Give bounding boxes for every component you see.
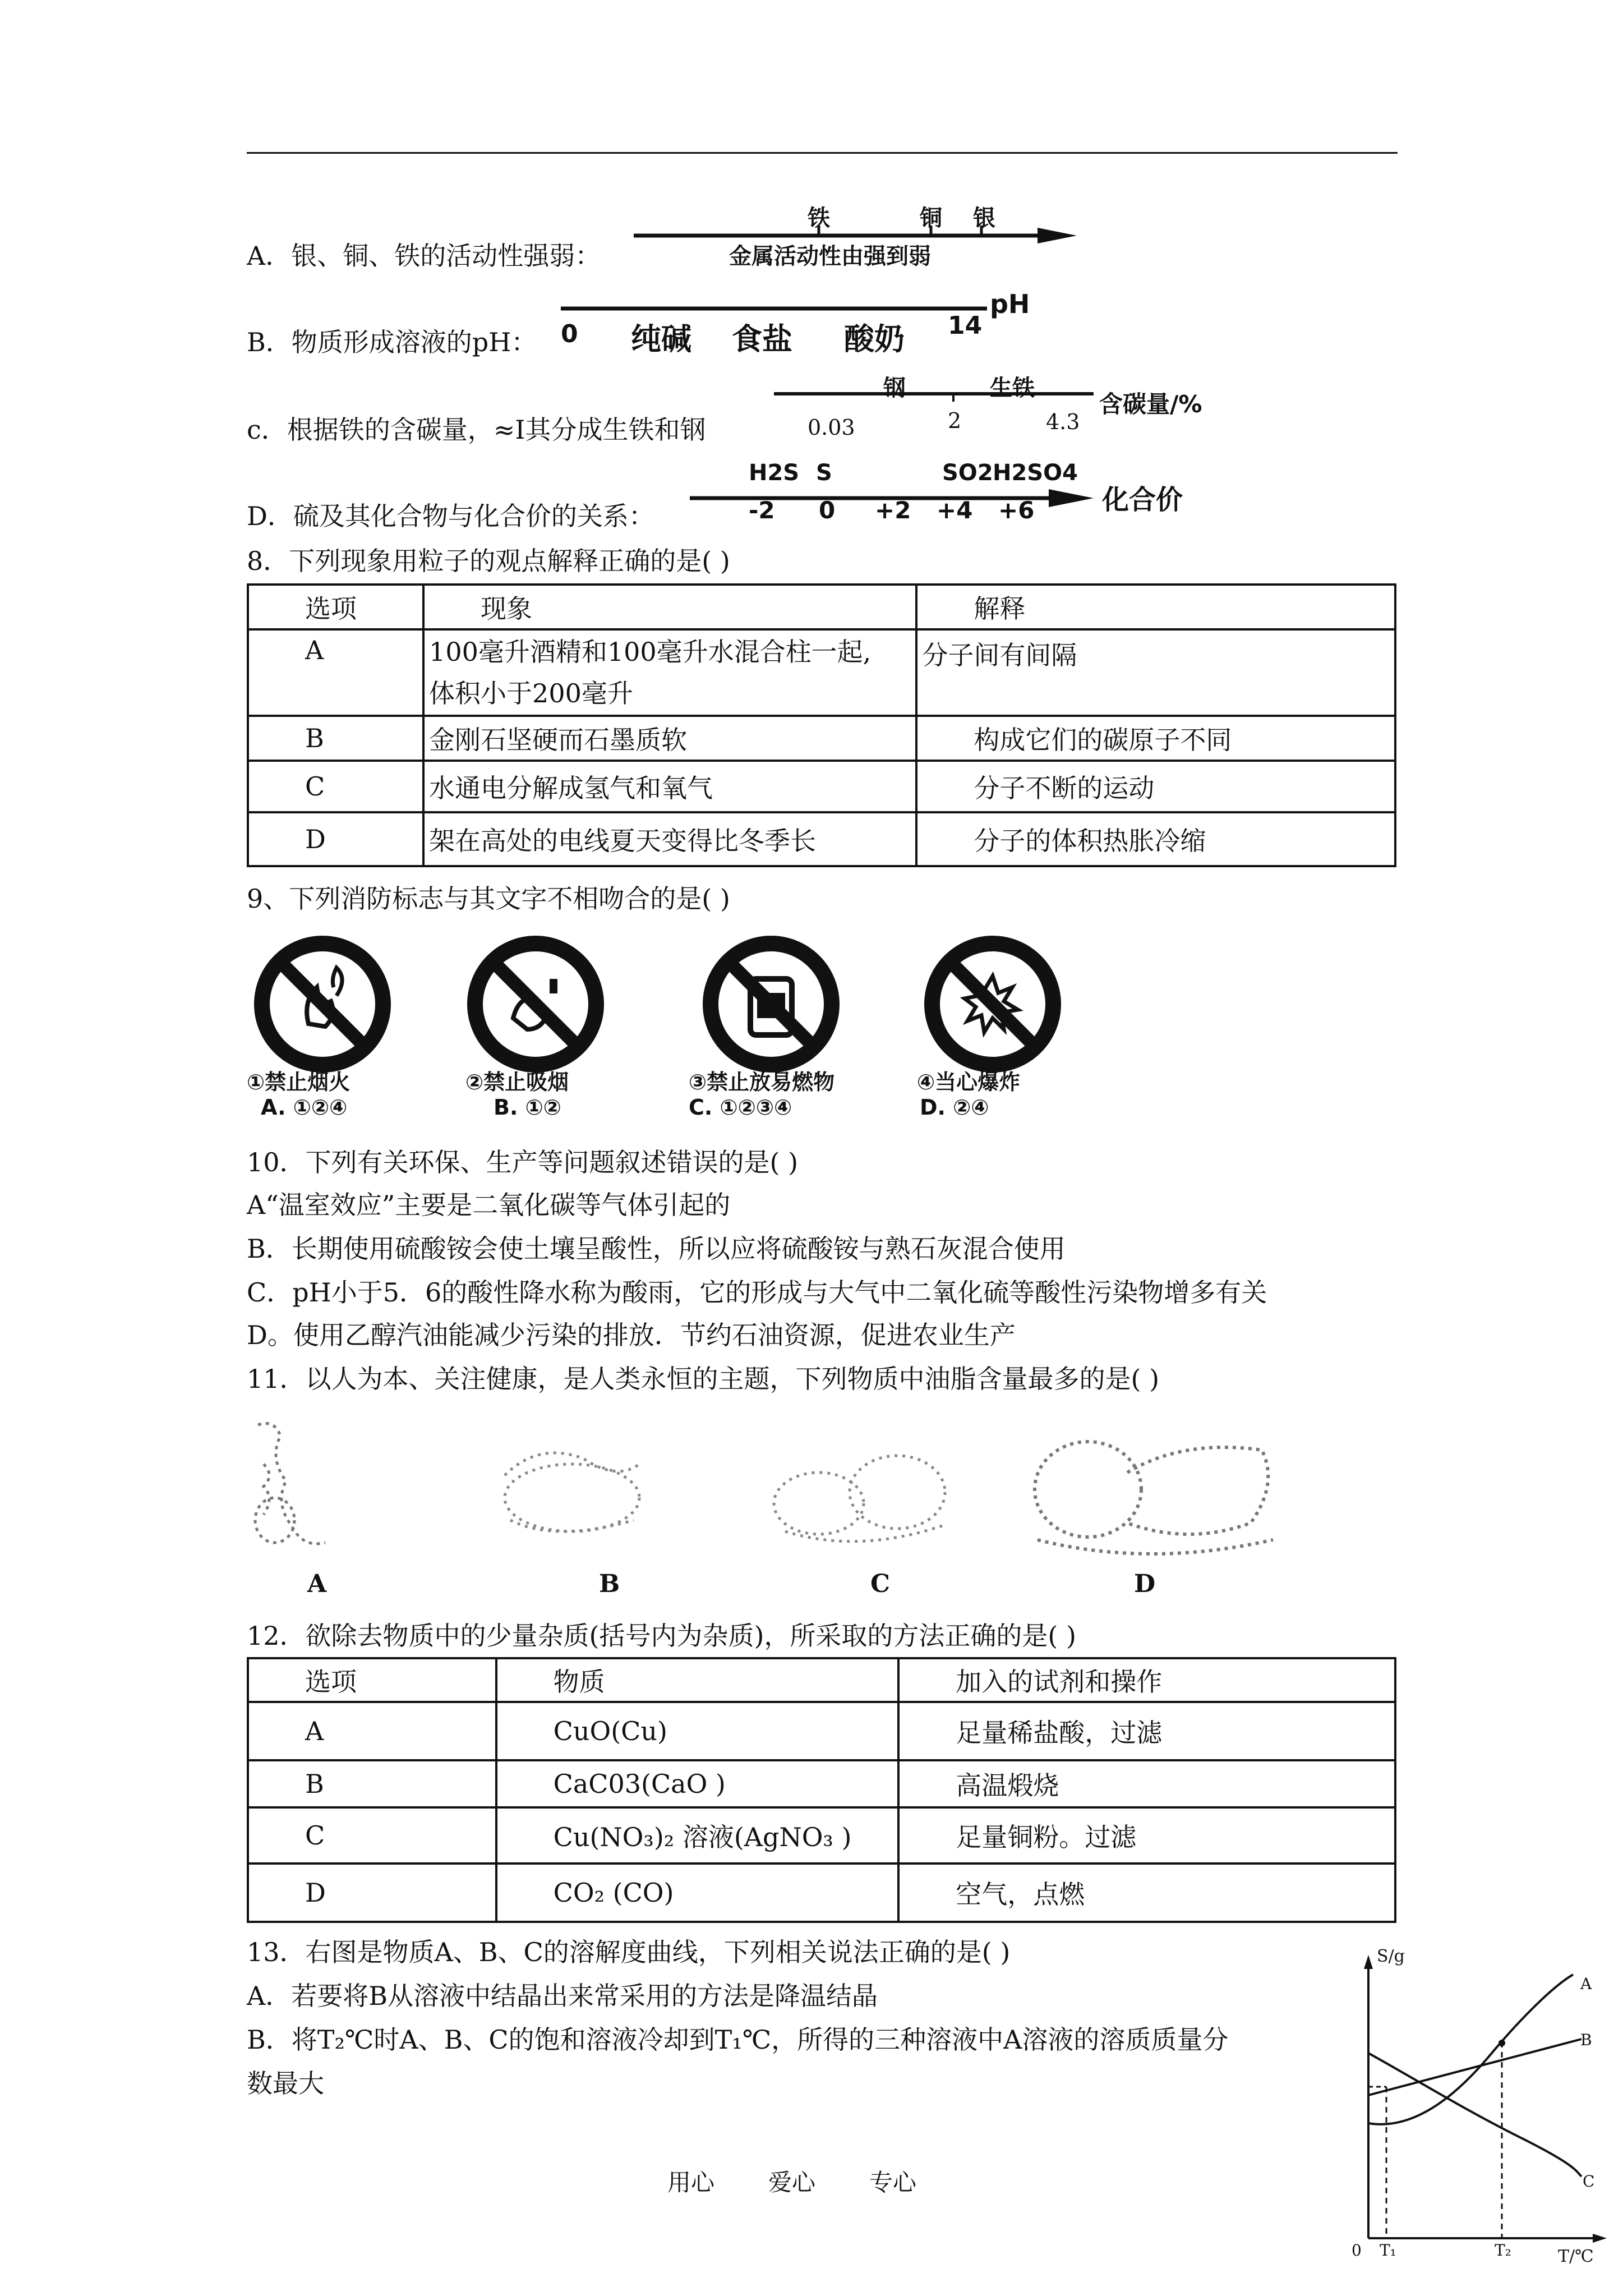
q10-option-d: D。使用乙醇汽油能减少污染的排放．节约石油资源，促进农业生产 <box>247 1320 1016 1350</box>
q12-row-c-operation: 足量铜粉。过滤 <box>898 1807 1395 1864</box>
q7-option-d: D．硫及其化合物与化合价的关系： <box>247 501 654 531</box>
q12-row-b-option: B <box>248 1760 496 1807</box>
q7-option-b: B．物质形成溶液的pH： <box>247 327 537 357</box>
footer-item-3: 专心 <box>869 2169 917 2196</box>
q10-option-c: C．pH小于5．6的酸性降水称为酸雨，它的形成与大气中二氧化硫等酸性污染物增多有关 <box>247 1277 1267 1308</box>
q7c-tick-003: 0.03 <box>808 415 855 440</box>
q12-row-c-option: C <box>248 1807 496 1864</box>
q10-option-a: A“温室效应”主要是二氧化碳等气体引起的 <box>247 1190 731 1220</box>
q8-row-b-phenomenon: 金刚石坚硬而石墨质软 <box>423 716 916 761</box>
q8-row-d-phenomenon: 架在高处的电线夏天变得比冬季长 <box>423 812 916 866</box>
q10-option-b: B．长期使用硫酸铵会使土壤呈酸性，所以应将硫酸铵与熟石灰混合使用 <box>247 1234 1066 1264</box>
q7d-label-so2: SO2 <box>942 460 993 486</box>
q9-stem: 9、下列消防标志与其文字不相吻合的是( ) <box>247 884 730 914</box>
q12-row-c-substance: Cu(NO₃)₂ 溶液(AgNO₃ ) <box>496 1807 899 1864</box>
food-image-c <box>763 1408 953 1565</box>
q7b-item-yogurt: 酸奶 <box>844 321 905 357</box>
no-fire-sign-icon <box>252 934 393 1074</box>
q13-graph-curve-c: C <box>1583 2172 1595 2191</box>
q9-option-b: B. ①② <box>494 1095 561 1120</box>
q9-option-a: A. ①②④ <box>261 1095 348 1120</box>
q12-stem: 12．欲除去物质中的少量杂质(括号内为杂质)，所采取的方法正确的是( ) <box>247 1621 1076 1651</box>
q9-option-c: C. ①②③④ <box>689 1095 792 1120</box>
q8-row-d-explanation: 分子的体积热胀冷缩 <box>916 812 1395 866</box>
q11-stem: 11．以人为本、关注健康，是人类永恒的主题，下列物质中油脂含量最多的是( ) <box>247 1364 1160 1394</box>
q12-row-d-option: D <box>248 1864 496 1922</box>
q7c-tick-2: 2 <box>948 408 962 433</box>
q11-label-b: B <box>599 1570 620 1598</box>
table-row <box>248 1807 1395 1864</box>
q7-option-c: c．根据铁的含碳量，≈I其分成生铁和钢 <box>247 415 706 445</box>
table-row <box>248 1864 1395 1922</box>
q7b-unit: pH <box>990 289 1030 319</box>
q10-stem: 10．下列有关环保、生产等问题叙述错误的是( ) <box>247 1147 799 1177</box>
q7d-tick-p4: +4 <box>937 496 973 524</box>
explosion-warning-sign-icon <box>923 934 1063 1074</box>
table-row <box>248 1760 1395 1807</box>
q8-header-explanation: 解释 <box>916 585 1395 629</box>
footer-item-2: 爱心 <box>768 2169 816 2196</box>
q13-graph-ylabel: S/g <box>1377 1947 1405 1966</box>
q9-sign-label-1: ①禁止烟火 <box>247 1070 351 1094</box>
table-row <box>248 812 1395 866</box>
food-image-b <box>488 1408 656 1565</box>
q8-row-c-explanation: 分子不断的运动 <box>916 761 1395 812</box>
q12-row-d-operation: 空气，点燃 <box>898 1864 1395 1922</box>
q13-graph-xlabel: T/℃ <box>1558 2247 1594 2266</box>
q13-option-b-line1: B．将T₂℃时A、B、C的饱和溶液冷却到T₁℃，所得的三种溶液中A溶液的溶质质量分 <box>247 2024 1229 2055</box>
q7a-caption: 金属活动性由强到弱 <box>729 243 931 269</box>
q7d-unit: 化合价 <box>1102 484 1183 516</box>
table-row <box>248 761 1395 812</box>
q12-row-b-operation: 高温煅烧 <box>898 1760 1395 1807</box>
q8-row-c-phenomenon: 水通电分解成氢气和氧气 <box>423 761 916 812</box>
solubility-curve-graph <box>1352 1947 1610 2283</box>
q7c-label-steel: 钢 <box>883 375 906 401</box>
q7b-item-soda: 纯碱 <box>631 321 691 357</box>
table-row <box>248 585 1395 629</box>
q7d-tick-p6: +6 <box>998 496 1035 524</box>
q11-label-c: C <box>870 1570 891 1598</box>
q7b-end: 14 <box>948 311 983 340</box>
q7d-tick-0: 0 <box>819 496 836 524</box>
q7c-label-pigiron: 生铁 <box>990 375 1035 401</box>
q8-header-phenomenon: 现象 <box>423 585 916 629</box>
food-image-a <box>247 1408 370 1565</box>
q12-header-operation: 加入的试剂和操作 <box>898 1658 1395 1702</box>
footer-item-1: 用心 <box>667 2169 715 2196</box>
q11-label-d: D <box>1134 1570 1156 1598</box>
q11-label-a: A <box>307 1570 327 1598</box>
q8-row-c-option: C <box>248 761 423 812</box>
no-flammables-sign-icon <box>701 934 841 1074</box>
q8-row-b-explanation: 构成它们的碳原子不同 <box>916 716 1395 761</box>
q13-option-b-line2: 数最大 <box>247 2068 324 2099</box>
q7b-start: 0 <box>561 320 578 348</box>
q8-row-b-option: B <box>248 716 423 761</box>
q7d-tick-m2: -2 <box>749 496 775 524</box>
q9-sign-label-2: ②禁止吸烟 <box>465 1070 569 1094</box>
q8-stem: 8．下列现象用粒子的观点解释正确的是( ) <box>247 546 730 576</box>
q12-row-b-substance: CaC03(CaO ) <box>496 1760 899 1807</box>
q12-row-a-operation: 足量稀盐酸，过滤 <box>898 1702 1395 1760</box>
table-row <box>248 716 1395 761</box>
q7d-tick-p2: +2 <box>875 496 911 524</box>
q12-header-option: 选项 <box>248 1658 496 1702</box>
q9-sign-label-3: ③禁止放易燃物 <box>689 1070 835 1094</box>
header-rule <box>247 152 1398 154</box>
q9-option-d: D. ②④ <box>920 1095 989 1120</box>
q13-graph-origin: 0 <box>1352 2241 1362 2260</box>
q12-row-a-option: A <box>248 1702 496 1760</box>
q8-row-a-line1: 100毫升酒精和100毫升水混合柱一起, <box>429 637 872 667</box>
table-row <box>248 1658 1395 1702</box>
q7a-label-silver: 银 <box>973 205 995 231</box>
q8-row-a-phenomenon <box>423 629 916 716</box>
q7a-label-iron: 铁 <box>808 205 830 231</box>
q13-graph-curve-b: B <box>1580 2031 1592 2049</box>
q7c-tick-43: 4.3 <box>1046 409 1080 434</box>
q13-graph-t1: T₁ <box>1380 2241 1396 2260</box>
q7c-carbon-axis <box>774 387 1099 409</box>
q7a-label-copper: 铜 <box>920 205 942 231</box>
q7c-unit: 含碳量/% <box>1099 390 1202 418</box>
q13-graph-curve-a: A <box>1580 1975 1592 1993</box>
no-smoking-sign-icon <box>465 934 606 1074</box>
table-row <box>248 1702 1395 1760</box>
q7d-label-h2s: H2S <box>749 460 800 486</box>
q7-option-a: A．银、铜、铁的活动性强弱： <box>247 241 601 271</box>
q8-row-a-explanation: 分子间有间隔 <box>916 629 1395 716</box>
q8-header-option: 选项 <box>248 585 423 629</box>
q8-row-a-option: A <box>248 629 423 716</box>
q7d-label-h2so4: H2SO4 <box>993 460 1078 486</box>
q13-option-a: A．若要将B从溶液中结晶出来常采用的方法是降温结晶 <box>247 1981 878 2011</box>
q8-row-a-line2: 体积小于200毫升 <box>429 678 633 708</box>
table-row <box>248 629 1395 716</box>
q9-sign-label-4: ④当心爆炸 <box>917 1070 1021 1094</box>
food-image-d <box>1026 1405 1284 1568</box>
q7d-label-s: S <box>816 460 832 486</box>
q12-row-d-substance: CO₂ (CO) <box>496 1864 899 1922</box>
q13-stem: 13．右图是物质A、B、C的溶解度曲线，下列相关说法正确的是( ) <box>247 1937 1011 1967</box>
q12-table <box>247 1657 1396 1923</box>
q12-row-a-substance: CuO(Cu) <box>496 1702 899 1760</box>
q13-graph-t2: T₂ <box>1495 2241 1511 2260</box>
q12-header-substance: 物质 <box>496 1658 899 1702</box>
q8-row-d-option: D <box>248 812 423 866</box>
q7b-item-salt: 食盐 <box>732 321 792 357</box>
q8-table <box>247 583 1396 867</box>
